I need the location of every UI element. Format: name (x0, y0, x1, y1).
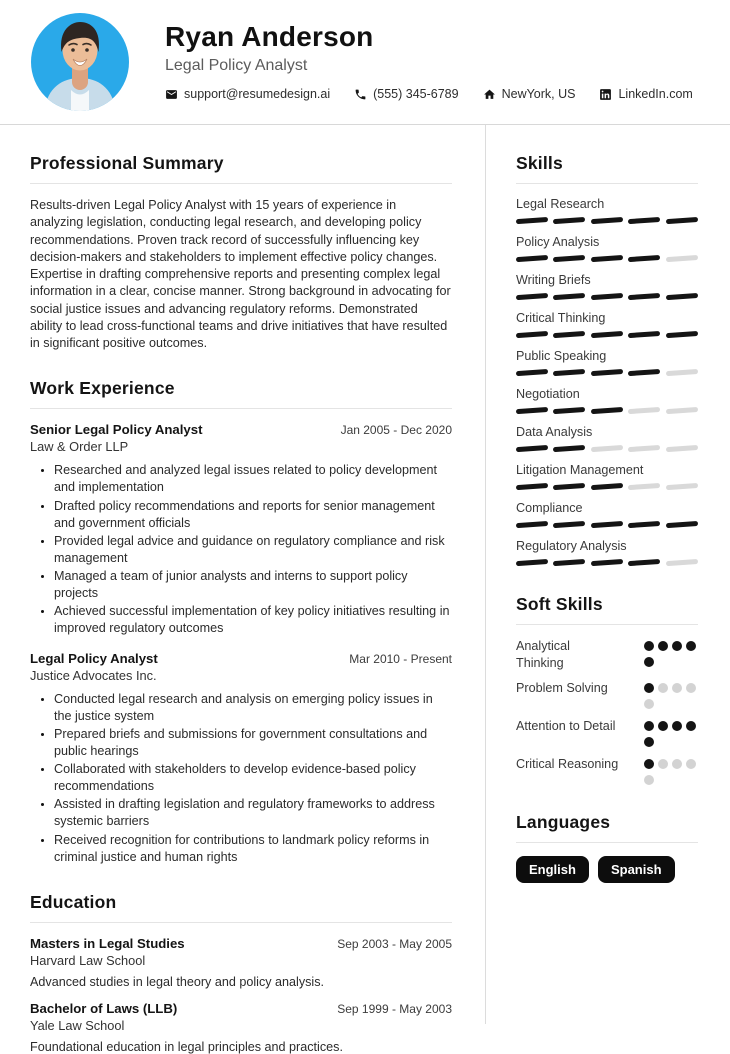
main-column (0, 125, 485, 1054)
job-bullet: • Achieved successful implementation of key policy initiatives resulting in improved regulatory outcomes (54, 603, 452, 637)
soft-skill-dots (644, 638, 698, 671)
soft-skill-dot (686, 759, 696, 769)
skill-bar-segment (665, 407, 698, 414)
heading-rule (30, 922, 452, 923)
soft-skill-dot (644, 699, 654, 709)
skill-label: Compliance (516, 501, 583, 515)
job-entry (30, 422, 452, 637)
skill-bar-segment (591, 331, 624, 338)
person-name: Ryan Anderson (165, 21, 374, 52)
person-job-title: Legal Policy Analyst (165, 57, 308, 74)
skill-bar-segment (553, 483, 586, 490)
skill-bar-segment (628, 559, 661, 566)
skill-bar-segment (591, 445, 624, 452)
soft-skill-dot (672, 759, 682, 769)
experience-heading: Work Experience (30, 378, 175, 399)
degree-list (30, 936, 452, 1054)
skill-level-bar (516, 292, 698, 302)
degree-school: Harvard Law School (30, 952, 146, 968)
skill-item (516, 425, 698, 454)
summary-section (30, 153, 452, 352)
skill-bar-segment (516, 445, 549, 452)
job-dates: Jan 2005 - Dec 2020 (340, 423, 452, 438)
soft-skill-item (516, 680, 698, 709)
heading-rule (30, 408, 452, 409)
skill-label: Regulatory Analysis (516, 539, 627, 553)
degree-description: Foundational education in legal principles and practices. (30, 1039, 343, 1054)
skill-bar-segment (516, 483, 549, 490)
profile-photo (30, 12, 130, 112)
soft-skill-dot (644, 775, 654, 785)
skill-label: Data Analysis (516, 425, 593, 439)
skill-item (516, 311, 698, 340)
soft-skill-dot (658, 641, 668, 651)
skill-bar-segment (516, 369, 549, 376)
soft-skill-dot (658, 683, 668, 693)
contact-item (354, 87, 458, 101)
education-section (30, 892, 452, 1054)
job-bullet-list (30, 462, 452, 637)
skill-bar-segment (665, 445, 698, 452)
job-bullet: • Prepared briefs and submissions for government consultations and public hearings (54, 726, 452, 760)
skill-level-bar (516, 254, 698, 264)
soft-skill-dots (644, 718, 698, 747)
soft-skill-dot (686, 641, 696, 651)
skill-item (516, 501, 698, 530)
skill-level-bar (516, 368, 698, 378)
job-company: Law & Order LLP (30, 439, 129, 455)
soft-skill-label: Critical Reasoning (516, 757, 619, 772)
soft-skill-dot (672, 683, 682, 693)
degree-title: Masters in Legal Studies (30, 935, 185, 951)
skill-bar-segment (553, 293, 586, 300)
skill-label: Critical Thinking (516, 311, 606, 325)
heading-rule (30, 183, 452, 184)
languages-section (516, 812, 698, 883)
skill-level-bar (516, 406, 698, 416)
skill-bar-segment (665, 521, 698, 528)
contact-item (599, 87, 692, 101)
soft-skill-dot (686, 683, 696, 693)
degree-dates: Sep 2003 - May 2005 (337, 936, 452, 951)
degree-school: Yale Law School (30, 1017, 125, 1033)
heading-rule (516, 842, 698, 843)
soft-skill-label: Attention to Detail (516, 719, 616, 734)
summary-heading: Professional Summary (30, 153, 224, 173)
skill-list (516, 197, 698, 568)
skill-label: Legal Research (516, 197, 605, 211)
skill-bar-segment (591, 217, 624, 224)
job-bullet: • Collaborated with stakeholders to develop evidence-based policy recommendations (54, 761, 452, 795)
skill-level-bar (516, 558, 698, 568)
soft-skill-item (516, 638, 698, 671)
skill-bar-segment (553, 407, 586, 414)
soft-skill-dot (658, 721, 668, 731)
skill-bar-segment (628, 331, 661, 338)
skill-bar-segment (591, 521, 624, 528)
skill-label: Writing Briefs (516, 273, 591, 287)
job-bullet: • Received recognition for contributions to landmark policy reforms in criminal justice and human rights (54, 832, 452, 866)
soft-skill-label: Problem Solving (516, 681, 608, 696)
soft-skill-dot (644, 641, 654, 651)
skill-bar-segment (553, 445, 586, 452)
language-badge-list (516, 856, 698, 883)
skill-bar-segment (516, 559, 549, 566)
language-badge: English (516, 856, 589, 883)
skill-bar-segment (665, 217, 698, 224)
sidebar-column (485, 125, 730, 1024)
skill-label: Public Speaking (516, 349, 607, 363)
soft-skill-item (516, 718, 698, 747)
skill-bar-segment (628, 521, 661, 528)
skill-bar-segment (591, 407, 624, 414)
degree-dates: Sep 1999 - May 2003 (337, 1001, 452, 1016)
skill-bar-segment (553, 217, 586, 224)
skill-bar-segment (665, 559, 698, 566)
skill-bar-segment (591, 293, 624, 300)
degree-description: Advanced studies in legal theory and policy analysis. (30, 974, 325, 989)
soft-skill-dot (672, 641, 682, 651)
resume-body (0, 125, 730, 1054)
phone-icon (354, 88, 367, 101)
skill-label: Litigation Management (516, 463, 644, 477)
job-dates: Mar 2010 - Present (349, 651, 452, 666)
skill-bar-segment (516, 331, 549, 338)
skill-bar-segment (591, 483, 624, 490)
skill-item (516, 349, 698, 378)
job-bullet: • Provided legal advice and guidance on regulatory compliance and risk management (54, 533, 452, 567)
skill-bar-segment (591, 255, 624, 262)
skill-bar-segment (516, 255, 549, 262)
soft-skill-dot (644, 657, 654, 667)
skills-heading: Skills (516, 153, 563, 173)
skill-level-bar (516, 482, 698, 492)
contact-text: support@resumedesign.ai (184, 87, 331, 101)
job-bullet: • Researched and analyzed legal issues related to policy development and implementation (54, 462, 452, 496)
contact-text: (555) 345-6789 (373, 87, 459, 101)
soft-skills-heading: Soft Skills (516, 594, 603, 614)
job-company: Justice Advocates Inc. (30, 667, 157, 683)
heading-rule (516, 624, 698, 625)
skill-level-bar (516, 444, 698, 454)
language-badge: Spanish (598, 856, 675, 883)
skill-bar-segment (628, 217, 661, 224)
skill-bar-segment (553, 559, 586, 566)
languages-heading: Languages (516, 812, 611, 833)
avatar (30, 12, 130, 112)
soft-skill-dot (644, 759, 654, 769)
skill-level-bar (516, 520, 698, 530)
skill-label: Negotiation (516, 387, 580, 401)
job-title: Legal Policy Analyst (30, 650, 158, 666)
soft-skill-dot (644, 737, 654, 747)
skill-bar-segment (628, 255, 661, 262)
skills-section (516, 153, 698, 568)
soft-skill-dots (644, 680, 698, 709)
job-bullet: • Assisted in drafting legislation and regulatory frameworks to address systemic barriers (54, 796, 452, 830)
contact-item (483, 87, 576, 101)
skill-bar-segment (628, 293, 661, 300)
skill-bar-segment (553, 521, 586, 528)
skill-bar-segment (591, 559, 624, 566)
skill-item (516, 539, 698, 568)
skill-label: Policy Analysis (516, 235, 600, 249)
soft-skill-dot (644, 683, 654, 693)
summary-text: Results-driven Legal Policy Analyst with 15 years of experience in analyzing legislation, conducting legal research, and developing policy recommendations. Proven track record of successfully influencing key decision-makers and stakeholders to implement effective policy changes. Expertise in drafting comprehensive reports and presenting complex legal information in a clear, concise manner. Strong background in advocating for social justice issues and advancing regulatory reforms. Demonstrated ability to lead cross-functional teams and drive initiatives that have resulted in significant positive outcomes. (30, 198, 451, 350)
skill-bar-segment (665, 255, 698, 262)
job-bullet-list (30, 691, 452, 866)
linkedin-icon (599, 88, 612, 101)
skill-item (516, 235, 698, 264)
contact-text: NewYork, US (501, 87, 576, 101)
skill-level-bar (516, 216, 698, 226)
soft-skill-item (516, 756, 698, 785)
job-bullet: • Drafted policy recommendations and reports for senior management and government officials (54, 498, 452, 532)
skill-level-bar (516, 330, 698, 340)
education-heading: Education (30, 891, 117, 912)
job-title: Senior Legal Policy Analyst (30, 422, 203, 438)
job-list (30, 422, 452, 866)
skill-bar-segment (628, 483, 661, 490)
job-bullet: • Managed a team of junior analysts and interns to support policy projects (54, 568, 452, 602)
degree-entry (30, 1001, 452, 1054)
skill-bar-segment (516, 521, 549, 528)
skill-bar-segment (553, 369, 586, 376)
soft-skill-list (516, 638, 698, 785)
skill-bar-segment (628, 445, 661, 452)
skill-item (516, 273, 698, 302)
skill-bar-segment (553, 255, 586, 262)
soft-skill-dot (658, 759, 668, 769)
heading-rule (516, 183, 698, 184)
contact-row (165, 87, 693, 101)
job-bullet: • Conducted legal research and analysis on emerging policy issues in the justice system (54, 691, 452, 725)
skill-bar-segment (553, 331, 586, 338)
skill-bar-segment (591, 369, 624, 376)
skill-bar-segment (665, 331, 698, 338)
skill-item (516, 197, 698, 226)
skill-bar-segment (516, 217, 549, 224)
soft-skills-section (516, 594, 698, 785)
skill-bar-segment (628, 369, 661, 376)
skill-bar-segment (628, 407, 661, 414)
job-entry (30, 651, 452, 866)
degree-title: Bachelor of Laws (LLB) (30, 1000, 178, 1016)
soft-skill-dot (672, 721, 682, 731)
soft-skill-dot (644, 721, 654, 731)
email-icon (165, 88, 178, 101)
skill-bar-segment (516, 293, 549, 300)
contact-text: LinkedIn.com (618, 87, 693, 101)
soft-skill-dot (686, 721, 696, 731)
skill-bar-segment (665, 293, 698, 300)
skill-item (516, 387, 698, 416)
soft-skill-label: Analytical Thinking (516, 639, 570, 670)
skill-bar-segment (665, 483, 698, 490)
skill-bar-segment (665, 369, 698, 376)
soft-skill-dots (644, 756, 698, 785)
contact-item (165, 87, 330, 101)
experience-section (30, 378, 452, 866)
degree-entry (30, 936, 452, 989)
skill-item (516, 463, 698, 492)
skill-bar-segment (516, 407, 549, 414)
resume-header (0, 0, 730, 125)
home-icon (483, 88, 496, 101)
